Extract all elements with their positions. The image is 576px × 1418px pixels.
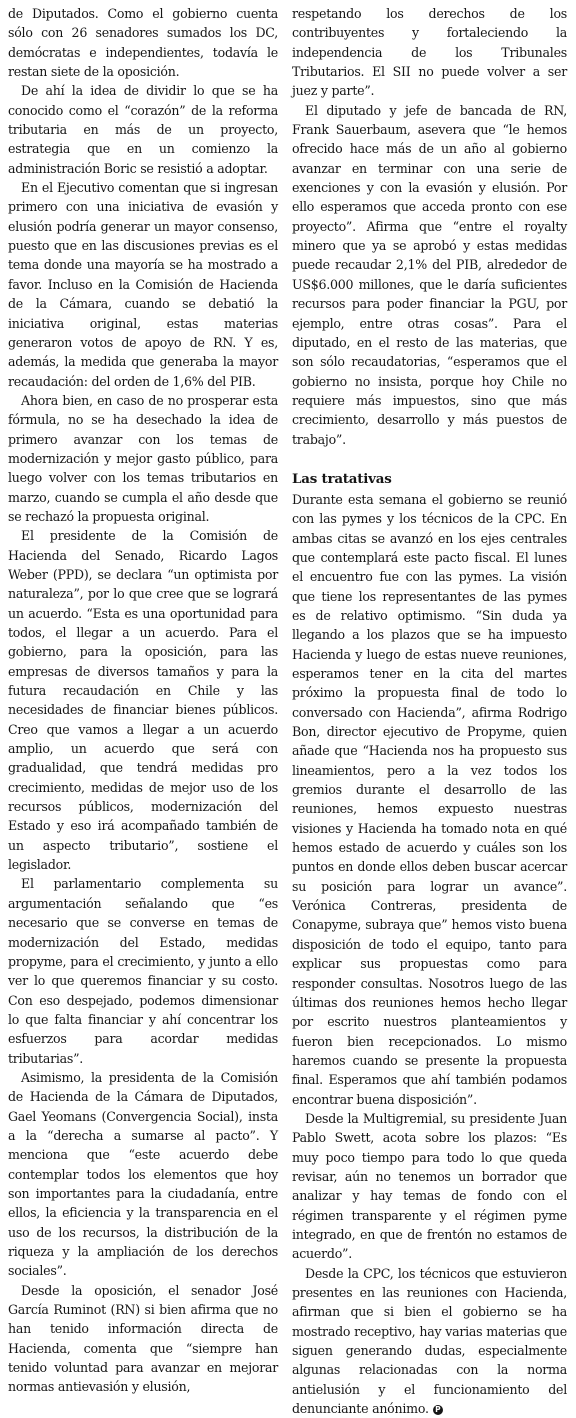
paragraph: Ahora bien, en caso de no prosperar esta fórmula, no se ha desechado la idea de primero avanzar con los temas de modernización y mejor gasto público, para luego volver con los temas tributarios en marzo, cuando se cumpla el año desde que se rechazó la propuesta original. (8, 392, 278, 524)
paragraph: De ahí la idea de dividir lo que se ha conocido como el “corazón” de la reforma tributaria en más de un proyecto, estrategia que en un comienzo la administración Boric se resistió a adoptar. (8, 83, 278, 176)
section-subheading: Las tratativas (292, 470, 392, 487)
paragraph: El presidente de la Comisión de Hacienda del Senado, Ricardo Lagos Weber (PPD), se declara “un optimista por naturaleza”, por lo que cree que se logrará un acuerdo. “Esta es una oportunidad para todos, el llegar a un acuerdo. Para el gobierno, para la oposición, para las empresas de diversos tamaños y para la futura recaudación en Chile y las necesidades de financiar bienes públicos. Creo que vamos a llegar a un acuerdo amplio, un acuerdo que será con gradualidad, que tendrá medidas pro crecimiento, medidas de mejor uso de los recursos públicos, modernización del Estado y eso irá acompañado también de un aspecto tributario”, sostiene el legislador. (8, 528, 278, 873)
article-column-left (8, 4, 278, 1397)
article-column-right (292, 4, 567, 1418)
paragraph: Durante esta semana el gobierno se reunió con las pymes y los técnicos de la CPC. En ambas citas se avanzó en los ejes centrales que contemplará este pacto fiscal. El lunes el encuentro fue con las pymes. La visión que tiene los representantes de las pymes es de relativo optimismo. “Sin duda ya llegando a los plazos que se ha impuesto Hacienda y luego de estas nueve reuniones, esperamos tener en la cita del martes próximo la propuesta final de todo lo conversado con Hacienda”, afirma Rodrigo Bon, director ejecutivo de Propyme, quien añade que “Hacienda nos ha propuesto sus lineamientos, pero a la vez todos los gremios durante el desarrollo de las reuniones, hemos expuesto nuestras visiones y Hacienda ha tomado nota en qué hemos estado de acuerdo y cuáles son los puntos en donde ellos deben buscar acercar su posición para lograr un avance”. Verónica Contreras, presidenta de Conapyme, subraya que” hemos visto buena disposición de todo el equipo, tanto para explicar sus propuestas como para responder consultas. Nosotros luego de las últimas dos reuniones hemos hecho llegar por escrito nuestros planteamientos y fueron bien recepcionados. Lo mismo haremos cuando se presente la propuesta final. Esperamos que ahí también podamos encontrar buena disposición”. (292, 491, 567, 1107)
paragraph: Desde la oposición, el senador José García Ruminot (RN) si bien afirma que no han tenido información directa de Hacienda, comenta que “siempre han tenido voluntad para avanzar en mejorar normas antievasión y elusión, (8, 1282, 278, 1395)
end-mark-icon: P (433, 1405, 443, 1415)
paragraph: El parlamentario complementa su argumentación señalando que “es necesario que se converse en temas de modernización del Estado, medidas propyme, para el crecimiento, y junto a ello ver lo que queremos financiar y su costo. Con eso despejado, podemos dimensionar lo que falta financiar y ahí concentrar los esfuerzos para acordar medidas tributarias”. (8, 876, 278, 1066)
paragraph: Asimismo, la presidenta de la Comisión de Hacienda de la Cámara de Diputados, Gael Yeomans (Convergencia Social), insta a la “derecha a sumarse al pacto”. Y menciona que “este acuerdo debe contemplar todos los elementos que hoy son importantes para la ciudadanía, entre ellos, la eficiencia y la transparencia en el uso de los recursos, la distribución de la riqueza y la ampliación de los derechos sociales”. (8, 1069, 278, 1279)
paragraph: El diputado y jefe de bancada de RN, Frank Sauerbaum, asevera que “le hemos ofrecido hace más de un año al gobierno avanzar en terminar con una serie de exenciones y con la evasión y elusión. Por ello esperamos que acceda pronto con ese proyecto”. Afirma que “entre el royalty minero que ya se aprobó y estas medidas puede recaudar 2,1% del PIB, alrededor de US$6.000 millones, que le daría suficientes recursos para poder financiar la PGU, por ejemplo, entre otras cosas”. Para el diputado, en el resto de las materias, que son sólo recaudatorias, “esperamos que el gobierno no insista, porque hoy Chile no requiere más impuestos, sino que más crecimiento, desarrollo y más puestos de trabajo”. (292, 102, 567, 447)
paragraph: respetando los derechos de los contribuyentes y fortaleciendo la independencia de los Tribunales Tributarios. El SII no puede volver a ser juez y parte”. (292, 6, 567, 99)
paragraph: En el Ejecutivo comentan que si ingresan primero con una iniciativa de evasión y elusión podría generar un mayor consenso, puesto que en las discusiones previas es el tema donde una mayoría se ha mostrado a favor. Incluso en la Comisión de Hacienda de la Cámara, cuando se debatió la iniciativa original, estas materias generaron votos de apoyo de RN. Y es, además, la medida que generaba la mayor recaudación: del orden de 1,6% del PIB. (8, 180, 278, 389)
paragraph: Desde la Multigremial, su presidente Juan Pablo Swett, acota sobre los plazos: “Es muy poco tiempo para todo lo que queda revisar, aún no tenemos un borrador que analizar y hay temas de fondo con el régimen transparente y el régimen pyme integrado, en que de frentón no estamos de acuerdo”. (292, 1110, 567, 1262)
paragraph-final (292, 1264, 567, 1418)
paragraph: de Diputados. Como el gobierno cuenta sólo con 26 senadores sumados los DC, demócratas e independientes, todavía le restan siete de la oposición. (8, 6, 278, 80)
paragraph-text: Desde la CPC, los técnicos que estuvieron presentes en las reuniones con Hacienda, afirman que si bien el gobierno se ha mostrado receptivo, hay varias materias que siguen generando dudas, especialmente algunas relacionadas con la norma antielusión y el funcionamiento del denunciante anónimo. (292, 1265, 567, 1417)
